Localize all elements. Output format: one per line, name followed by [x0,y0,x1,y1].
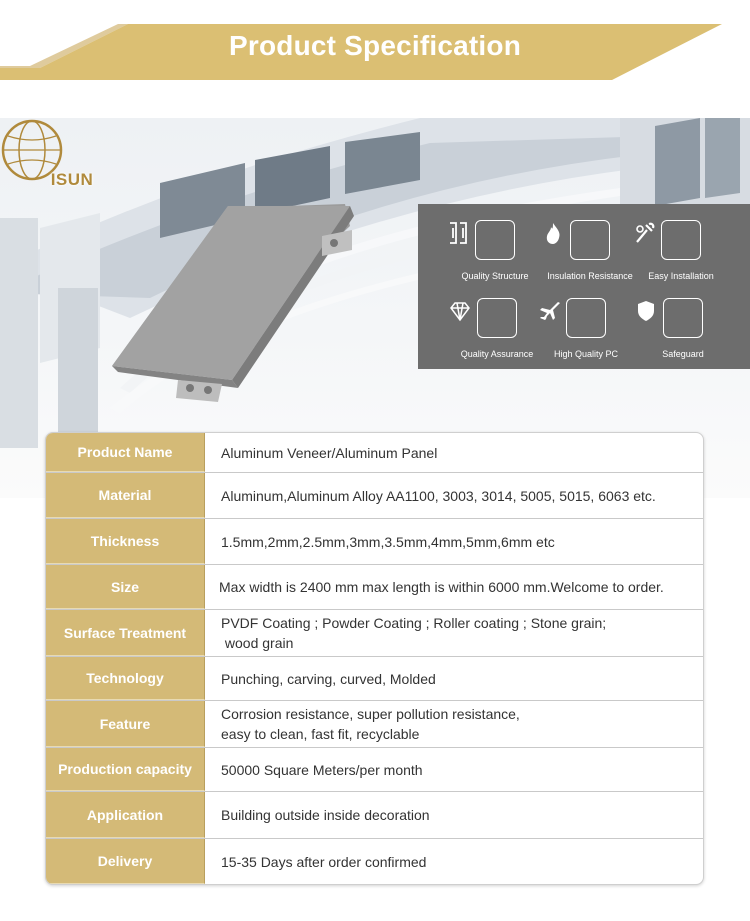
spec-row-production-capacity [46,748,703,792]
spec-value-line: easy to clean, fast fit, recyclable [221,726,420,742]
feature-label: Quality Structure [461,271,529,281]
spec-row-technology [46,657,703,701]
spec-table [45,432,704,885]
feature-quality-assurance [447,298,547,359]
spec-key: Surface Treatment [46,610,205,656]
page-title: Product Specification [228,30,522,61]
feature-insulation-resistance [540,220,640,281]
spec-value: Building outside inside decoration [221,807,430,823]
spec-value [205,610,703,656]
flame-icon [570,220,610,260]
airplane-icon [566,298,606,338]
spec-value: 15-35 Days after order confirmed [221,853,427,870]
spec-row-material [46,473,703,519]
spec-key: Technology [46,657,205,700]
spec-value: Max width is 2400 mm max length is within 6000 mm.Welcome to order. [219,579,664,595]
feature-label: Easy Installation [648,271,714,281]
spec-value-line: PVDF Coating ; Powder Coating ; Roller coating ; Stone grain; [221,615,607,631]
spec-value: 50000 Square Meters/per month [221,761,423,778]
features-panel [418,204,750,369]
spec-row-surface-treatment [46,610,703,657]
spec-key: Feature [46,701,205,747]
spec-value-line: Corrosion resistance, super pollution resistance, [221,706,520,722]
spec-value: Punching, carving, curved, Molded [221,670,436,687]
feature-label: High Quality PC [553,349,619,359]
spec-key: Thickness [46,519,205,564]
spec-key: Size [46,565,205,609]
spec-row-product-name [46,433,703,473]
spec-key: Production capacity [46,748,205,791]
feature-easy-installation [631,220,731,281]
header-banner [0,0,750,100]
spec-key: Application [46,792,205,838]
spec-value: 1.5mm,2mm,2.5mm,3mm,3.5mm,4mm,5mm,6mm etc [221,533,555,550]
feature-high-quality-pc [536,298,636,359]
tools-icon [661,220,701,260]
logo-text: ISUN [50,170,94,189]
spec-row-size [46,565,703,610]
structure-icon [475,220,515,260]
spec-row-thickness [46,519,703,565]
shield-icon [663,298,703,338]
spec-key: Product Name [46,433,205,472]
spec-value [205,701,703,747]
diamond-icon [477,298,517,338]
spec-value: Aluminum Veneer/Aluminum Panel [221,444,438,461]
spec-value-line: wood grain [221,635,294,651]
spec-key: Delivery [46,839,205,884]
spec-value: Aluminum,Aluminum Alloy AA1100, 3003, 3014, 5005, 5015, 6063 etc. [221,487,656,504]
spec-row-application [46,792,703,839]
spec-key: Material [46,473,205,518]
spec-row-delivery [46,839,703,884]
feature-label: Safeguard [662,349,704,359]
feature-quality-structure [445,220,545,281]
feature-label: Insulation Resistance [547,271,633,281]
feature-label: Quality Assurance [460,349,534,359]
spec-row-feature [46,701,703,748]
feature-safeguard [633,298,733,359]
